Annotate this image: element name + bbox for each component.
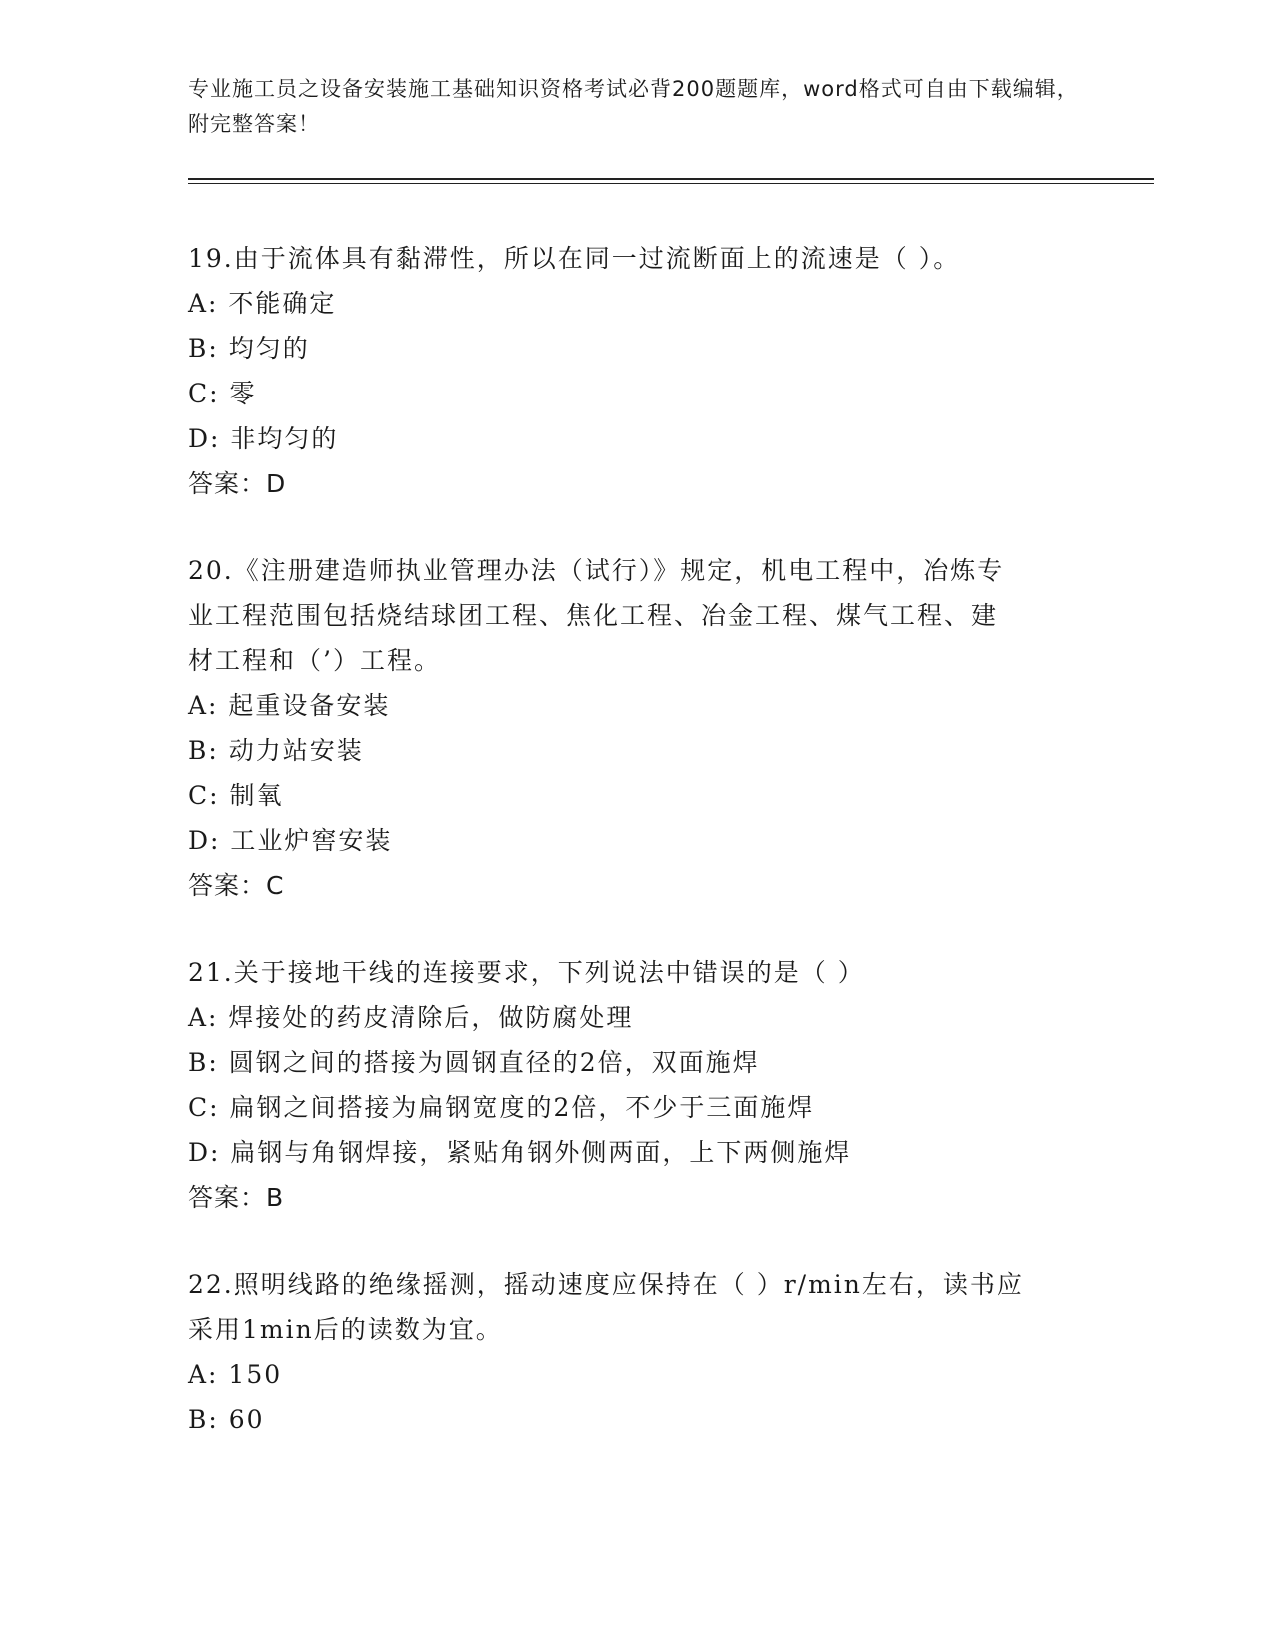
question-text: 21.关于接地干线的连接要求，下列说法中错误的是（ ） xyxy=(188,958,865,987)
question-text: 19.由于流体具有黏滞性，所以在同一过流断面上的流速是（ ）。 xyxy=(188,244,961,273)
answer: 答案：C xyxy=(188,871,285,900)
option-b: B: 圆钢之间的搭接为圆钢直径的2倍，双面施焊 xyxy=(188,1048,760,1077)
option-a: A: 焊接处的药皮清除后，做防腐处理 xyxy=(188,1003,634,1032)
answer: 答案：B xyxy=(188,1183,285,1212)
question-text: 业工程范围包括烧结球团工程、焦化工程、冶金工程、煤气工程、建 xyxy=(188,601,999,630)
page-header xyxy=(188,72,1088,142)
question-text: 20.《注册建造师执业管理办法（试行）》规定，机电工程中，冶炼专 xyxy=(188,556,1005,585)
document-title: 专业施工员之设备安装施工基础知识资格考试必背200题题库，word格式可自由下载编辑，附完整答案！ xyxy=(188,77,1079,136)
question-21 xyxy=(188,950,1088,1220)
option-b: B: 60 xyxy=(188,1405,265,1434)
option-c: C: 制氧 xyxy=(188,781,284,810)
question-19 xyxy=(188,236,1088,506)
question-20 xyxy=(188,548,1088,908)
option-c: C: 扁钢之间搭接为扁钢宽度的2倍，不少于三面施焊 xyxy=(188,1093,815,1122)
option-a: A: 起重设备安装 xyxy=(188,691,391,720)
option-d: D: 工业炉窖安装 xyxy=(188,826,393,855)
option-d: D: 扁钢与角钢焊接，紧贴角钢外侧两面，上下两侧施焊 xyxy=(188,1138,852,1167)
option-a: A: 150 xyxy=(188,1360,283,1389)
question-list xyxy=(188,236,1088,1484)
option-c: C: 零 xyxy=(188,379,257,408)
option-a: A: 不能确定 xyxy=(188,289,337,318)
question-text: 材工程和（’）工程。 xyxy=(188,646,441,675)
option-b: B: 均匀的 xyxy=(188,334,310,363)
option-b: B: 动力站安装 xyxy=(188,736,364,765)
answer: 答案：D xyxy=(188,469,287,498)
header-divider-thin xyxy=(188,183,1154,184)
question-text: 采用1min后的读数为宜。 xyxy=(188,1315,503,1344)
option-d: D: 非均匀的 xyxy=(188,424,339,453)
question-text: 22.照明线路的绝缘摇测，摇动速度应保持在（ ）r/min左右，读书应 xyxy=(188,1270,1024,1299)
header-divider-thick xyxy=(188,178,1154,180)
question-22 xyxy=(188,1262,1088,1442)
